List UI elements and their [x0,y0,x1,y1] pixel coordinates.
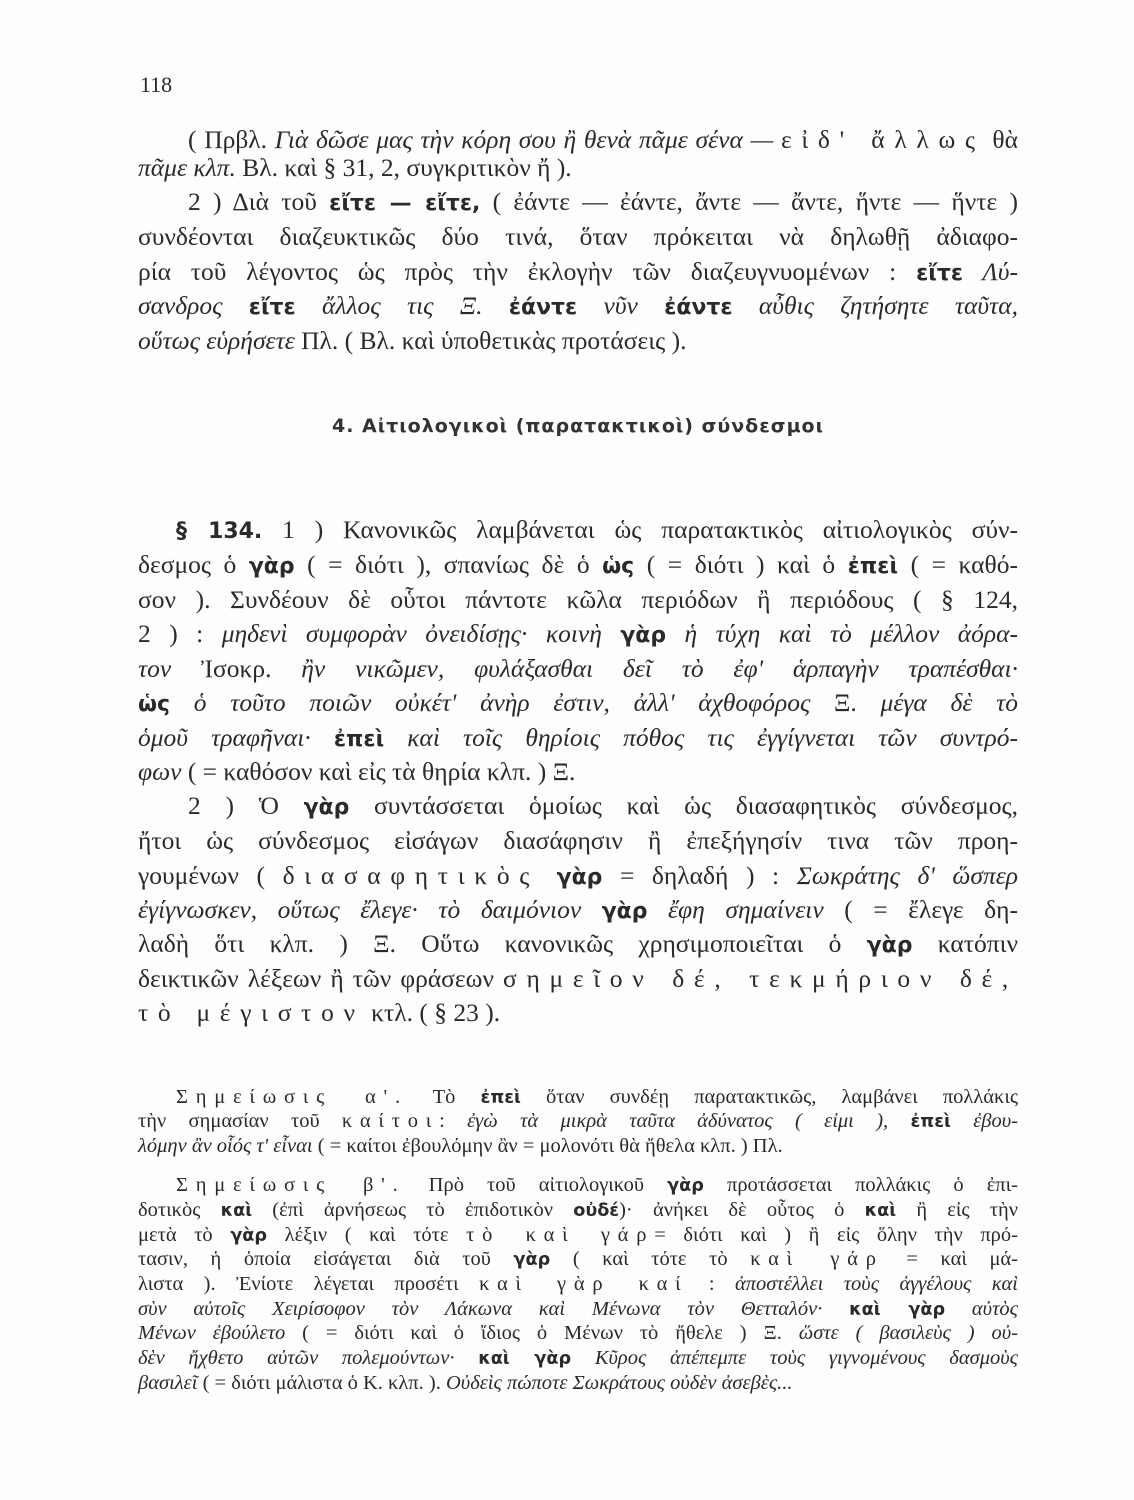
text-run: = διότι καὶ ) ἢ εἰς ὅλην τὴν πρό- [654,1223,1018,1246]
italic-quote: ὥστε ( βασιλεὺς ) οὐ- [798,1321,1018,1344]
text-run: δοτικὸς [138,1198,221,1221]
bold-term: καὶ [220,1200,253,1221]
note-line [138,1134,1018,1159]
text-run: Ἰσοκρ. [171,654,302,683]
italic-quote: Σωκράτης δ' ὥσπερ [796,861,1019,890]
bold-term: § 134. [176,519,263,544]
text-line [138,151,1018,185]
italic-quote: οὕτως εὑρήσετε [138,326,295,355]
bold-term: γὰρ [667,1175,704,1196]
text-run: 2 ) : [138,619,222,648]
text-run: ( = καθόσον καὶ εἰς τὰ θηρία κλπ. ) Ξ. [181,757,576,786]
italic-quote: αὐτὸς [945,1297,1018,1320]
bold-term: ἐπεὶ [480,1087,521,1108]
text-run: Πρὸ τοῦ αἰτιολογικοῦ [405,1173,668,1196]
note-line [138,1223,1018,1248]
text-run: τασιν, ἡ ὁποία εἰσάγεται διὰ τοῦ [138,1247,514,1270]
italic-quote: Λύ- [963,257,1019,286]
text-run: ( Πρβλ. [188,125,275,154]
text-run: = καὶ μά- [883,1247,1018,1270]
bold-term: ἐπεὶ [910,1111,951,1132]
italic-quote: Κῦρος ἀπέπεμπε τοὺς γιγνομένους δασμοὺς [571,1346,1018,1369]
text-line [138,255,1018,289]
text-run: 1 ) Κανονικῶς λαμβάνεται ὡς παρατακτικὸς αἰτιολογικὸς σύν- [262,515,1018,544]
italic-quote: ἢν νικῶμεν, φυλάξασθαι δεῖ τὸ ἐφ' ἁρπαγὴν τραπέσθαι· [301,654,1019,683]
spaced-term: καὶ γὰρ καί [479,1272,689,1295]
text-run: προτάσσεται πολλάκις ὁ ἐπι- [703,1173,1018,1196]
note-line [138,1321,1018,1346]
text-line [188,185,1018,219]
text-run: θὰ [984,125,1018,154]
bold-term: εἴτε [248,295,296,320]
text-run: μετὰ τὸ [138,1223,231,1246]
text-run: ( = ἔλεγε δη- [823,895,1018,924]
text-run: ( = διότι ) καὶ ὁ [634,550,848,579]
bold-term: ἐάντε [664,295,733,320]
text-run: ( = καθό- [898,550,1018,579]
text-run: σον ). Συνδέουν δὲ οὗτοι πάντοτε κῶλα περιόδων ἢ περιόδους ( § 124, [138,585,1018,614]
text-run: δεικτικῶν λέξεων ἢ τῶν φράσεων [138,964,504,993]
text-run [539,861,557,890]
spaced-term: σημεῖον δέ, τεκμήριον δέ, [503,964,1018,993]
note-line [138,1109,1018,1134]
spaced-term: τὸ μέγιστον [138,998,365,1027]
italic-quote: ὁμοῦ τραφῆναι· [138,723,334,752]
italic-quote: μέγα δὲ τὸ [880,688,1018,717]
text-run: ( καὶ τότε τὸ [550,1247,751,1270]
text-line [138,927,1018,961]
note-line [176,1085,1018,1110]
bold-term: γὰρ [248,554,295,579]
text-run: δεσμος ὁ [138,550,249,579]
text-line [138,548,1018,582]
text-line [138,962,1018,996]
italic-quote: ἡ τύχη καὶ τὸ μέλλον ἀόρα- [666,619,1018,648]
bold-term: γὰρ [230,1225,268,1246]
bold-term: γὰρ [601,899,648,924]
note-line [138,1272,1018,1297]
text-run: ἢ εἰς τὴν [896,1198,1018,1221]
text-run: τὴν σημασίαν τοῦ [138,1109,342,1132]
italic-quote: ἀποστέλλει τοὺς ἀγγέλους καὶ [734,1272,1019,1295]
text-line [138,652,1018,686]
text-run: ( = καίτοι ἐβουλόμην ἂν = μολονότι θὰ ἤθελα κλπ. ) Πλ. [312,1134,783,1157]
spaced-term: καίτοι [341,1109,440,1132]
bold-term: εἴτε — εἴτε, [329,191,481,216]
text-line [176,513,1018,547]
italic-quote: λόμην ἂν οἷός τ' εἶναι [138,1134,313,1157]
bold-term: ἐπεὶ [847,554,899,579]
text-line [138,324,1018,358]
italic-quote: σανδρος [138,291,249,320]
bold-term: γὰρ [513,1249,551,1270]
note-line [138,1346,1018,1371]
text-run: ( = διότι καὶ ὁ ἴδιος ὁ Μένων τὸ ἤθελε ) Ξ. [285,1321,799,1344]
bold-term: ὡς [602,554,635,579]
bold-term: οὐδέ [573,1200,620,1221]
italic-quote: τον [138,654,172,683]
text-run: λαδὴ ὅτι κλπ. ) Ξ. Οὕτω κανονικῶς χρησιμοποιεῖται ὁ [138,929,867,958]
italic-quote: ἐγὼ τὰ μικρὰ ταῦτα ἀδύνατος ( εἰμι ), [467,1109,911,1132]
text-run: Ξ. [810,688,881,717]
page-number: 118 [140,72,173,97]
spaced-term: διασαφητικὸς [282,861,540,890]
text-run: : [439,1109,468,1132]
text-run: ( ἐάντε — ἐάντε, ἄντε — ἄντε, ἥντε — ἥντε ) [480,187,1019,216]
note-line [138,1247,1018,1272]
bold-term: ἐάντε [508,295,578,320]
text-line [138,721,1018,755]
text-line [188,789,1018,823]
italic-quote: βασιλεῖ [138,1371,198,1394]
text-line [138,617,1018,651]
text-run: λέξιν ( καὶ τότε [267,1223,467,1246]
text-run: ρία τοῦ λέγοντος ὡς πρὸς τὴν ἐκλογὴν τῶν διαζευγνυομένων : [138,257,917,286]
text-line [138,220,1018,254]
text-run: 2 ) Ὁ [188,791,304,820]
bold-term: εἴτε [916,261,964,286]
text-run: γουμένων ( [138,861,283,890]
text-line [138,583,1018,617]
text-run: ( = διότι ), σπανίως δὲ ὁ [294,550,603,579]
bold-term: ἐπεὶ [333,727,385,752]
spaced-term: Σημείωσις β'. [176,1173,406,1196]
bold-term: καὶ [864,1200,897,1221]
italic-quote: πᾶμε κλπ. [138,153,236,182]
italic-quote: ἐβου- [950,1109,1018,1132]
section-heading: 4. Αἰτιολογικοὶ (παρατακτικοὶ) σύνδεσμοι [331,415,825,437]
text-run: : [688,1272,735,1295]
text-run: Τὸ [407,1085,481,1108]
italic-quote: ἄλλος τις Ξ. [295,291,509,320]
italic-quote: ὁ τοῦτο ποιῶν οὐκέτ' ἀνὴρ ἐστιν, ἀλλ' ἀχθοφόρος [170,688,811,717]
italic-quote: δὲν ἤχθετο αὐτῶν πολεμούντων· [138,1346,479,1369]
text-run: συντάσσεται ὁμοίως καὶ ὡς διασαφητικὸς σύνδεσμος, [349,791,1018,820]
italic-quote: καὶ τοῖς θηρίοις πόθος τις ἐγγίγνεται τῶν συντρό- [384,723,1018,752]
italic-quote: Γιὰ δῶσε μας τὴν κόρη σου ἢ θενὰ πᾶμε σένα — [274,125,781,154]
text-line [138,859,1018,893]
text-line [138,755,1018,789]
bold-term: γὰρ [556,865,603,890]
text-line [138,996,1018,1030]
note-line [138,1371,1018,1396]
italic-quote: φων [138,757,182,786]
italic-quote: ἐγίγνωσκεν, οὕτως ἔλεγε· τὸ δαιμόνιον [138,895,602,924]
text-run: κτλ. ( § 23 ). [364,998,501,1027]
text-line [138,686,1018,720]
text-run: κατόπιν [912,929,1018,958]
italic-quote: ἔφη σημαίνειν [647,895,824,924]
spaced-term: τὸ καὶ γάρ [466,1223,655,1246]
text-run: 2 ) Διὰ τοῦ [188,187,330,216]
italic-quote: Μένων ἐβούλετο [138,1321,286,1344]
italic-quote: αὖθις ζητήσητε ταῦτα, [732,291,1019,320]
note-line [138,1198,1018,1223]
text-line [138,289,1018,323]
spaced-term: Σημείωσις α'. [176,1085,408,1108]
italic-quote: σὺν αὐτοῖς Χειρίσοφον τὸν Λάκωνα καὶ Μένωνα τὸν Θετταλόν· [138,1297,850,1320]
text-run: ( = διότι μάλιστα ὁ Κ. κλπ. ). [197,1371,446,1394]
bold-term: καὶ γὰρ [478,1348,572,1369]
italic-quote: Οὐδεὶς πώποτε Σωκράτους οὐδὲν ἀσεβὲς... [445,1371,793,1394]
text-run: = δηλαδή ) : [602,861,797,890]
italic-quote: νῦν [577,291,665,320]
bold-term: καὶ γὰρ [849,1299,946,1320]
text-run: )· ἀνήκει δὲ οὗτος ὁ [619,1198,865,1221]
italic-quote: μηδενὶ συμφορὰν ὀνειδίσῃς· κοινὴ [221,619,621,648]
text-run: ὅταν συνδέῃ παρατακτικῶς, λαμβάνει πολλάκις [520,1085,1019,1108]
text-line [138,824,1018,858]
text-line [138,893,1018,927]
spaced-term: καὶ γάρ [750,1247,884,1270]
note-line [176,1173,1018,1198]
text-run: λιστα ). Ἐνίοτε λέγεται προσέτι [138,1272,480,1295]
bold-term: γὰρ [866,933,913,958]
bold-term: γὰρ [303,795,350,820]
text-run: συνδέονται διαζευκτικῶς δύο τινά, ὅταν πρόκειται νὰ δηλωθῇ ἀδιαφο- [138,222,1018,251]
text-run: ἤτοι ὡς σύνδεσμος εἰσάγων διασάφησιν ἢ ἐπεξήγησίν τινα τῶν προη- [138,826,1018,855]
text-run: Πλ. ( Βλ. καὶ ὑποθετικὰς προτάσεις ). [294,326,687,355]
bold-term: ὡς [138,692,171,717]
text-run: (ἐπὶ ἀρνήσεως τὸ ἐπιδοτικὸν [252,1198,574,1221]
text-run: Βλ. καὶ § 31, 2, συγκριτικὸν ἤ ). [235,153,572,182]
note-line [138,1297,1018,1322]
spaced-term: εἰδ' ἄλλως [780,125,985,154]
bold-term: γὰρ [620,623,667,648]
